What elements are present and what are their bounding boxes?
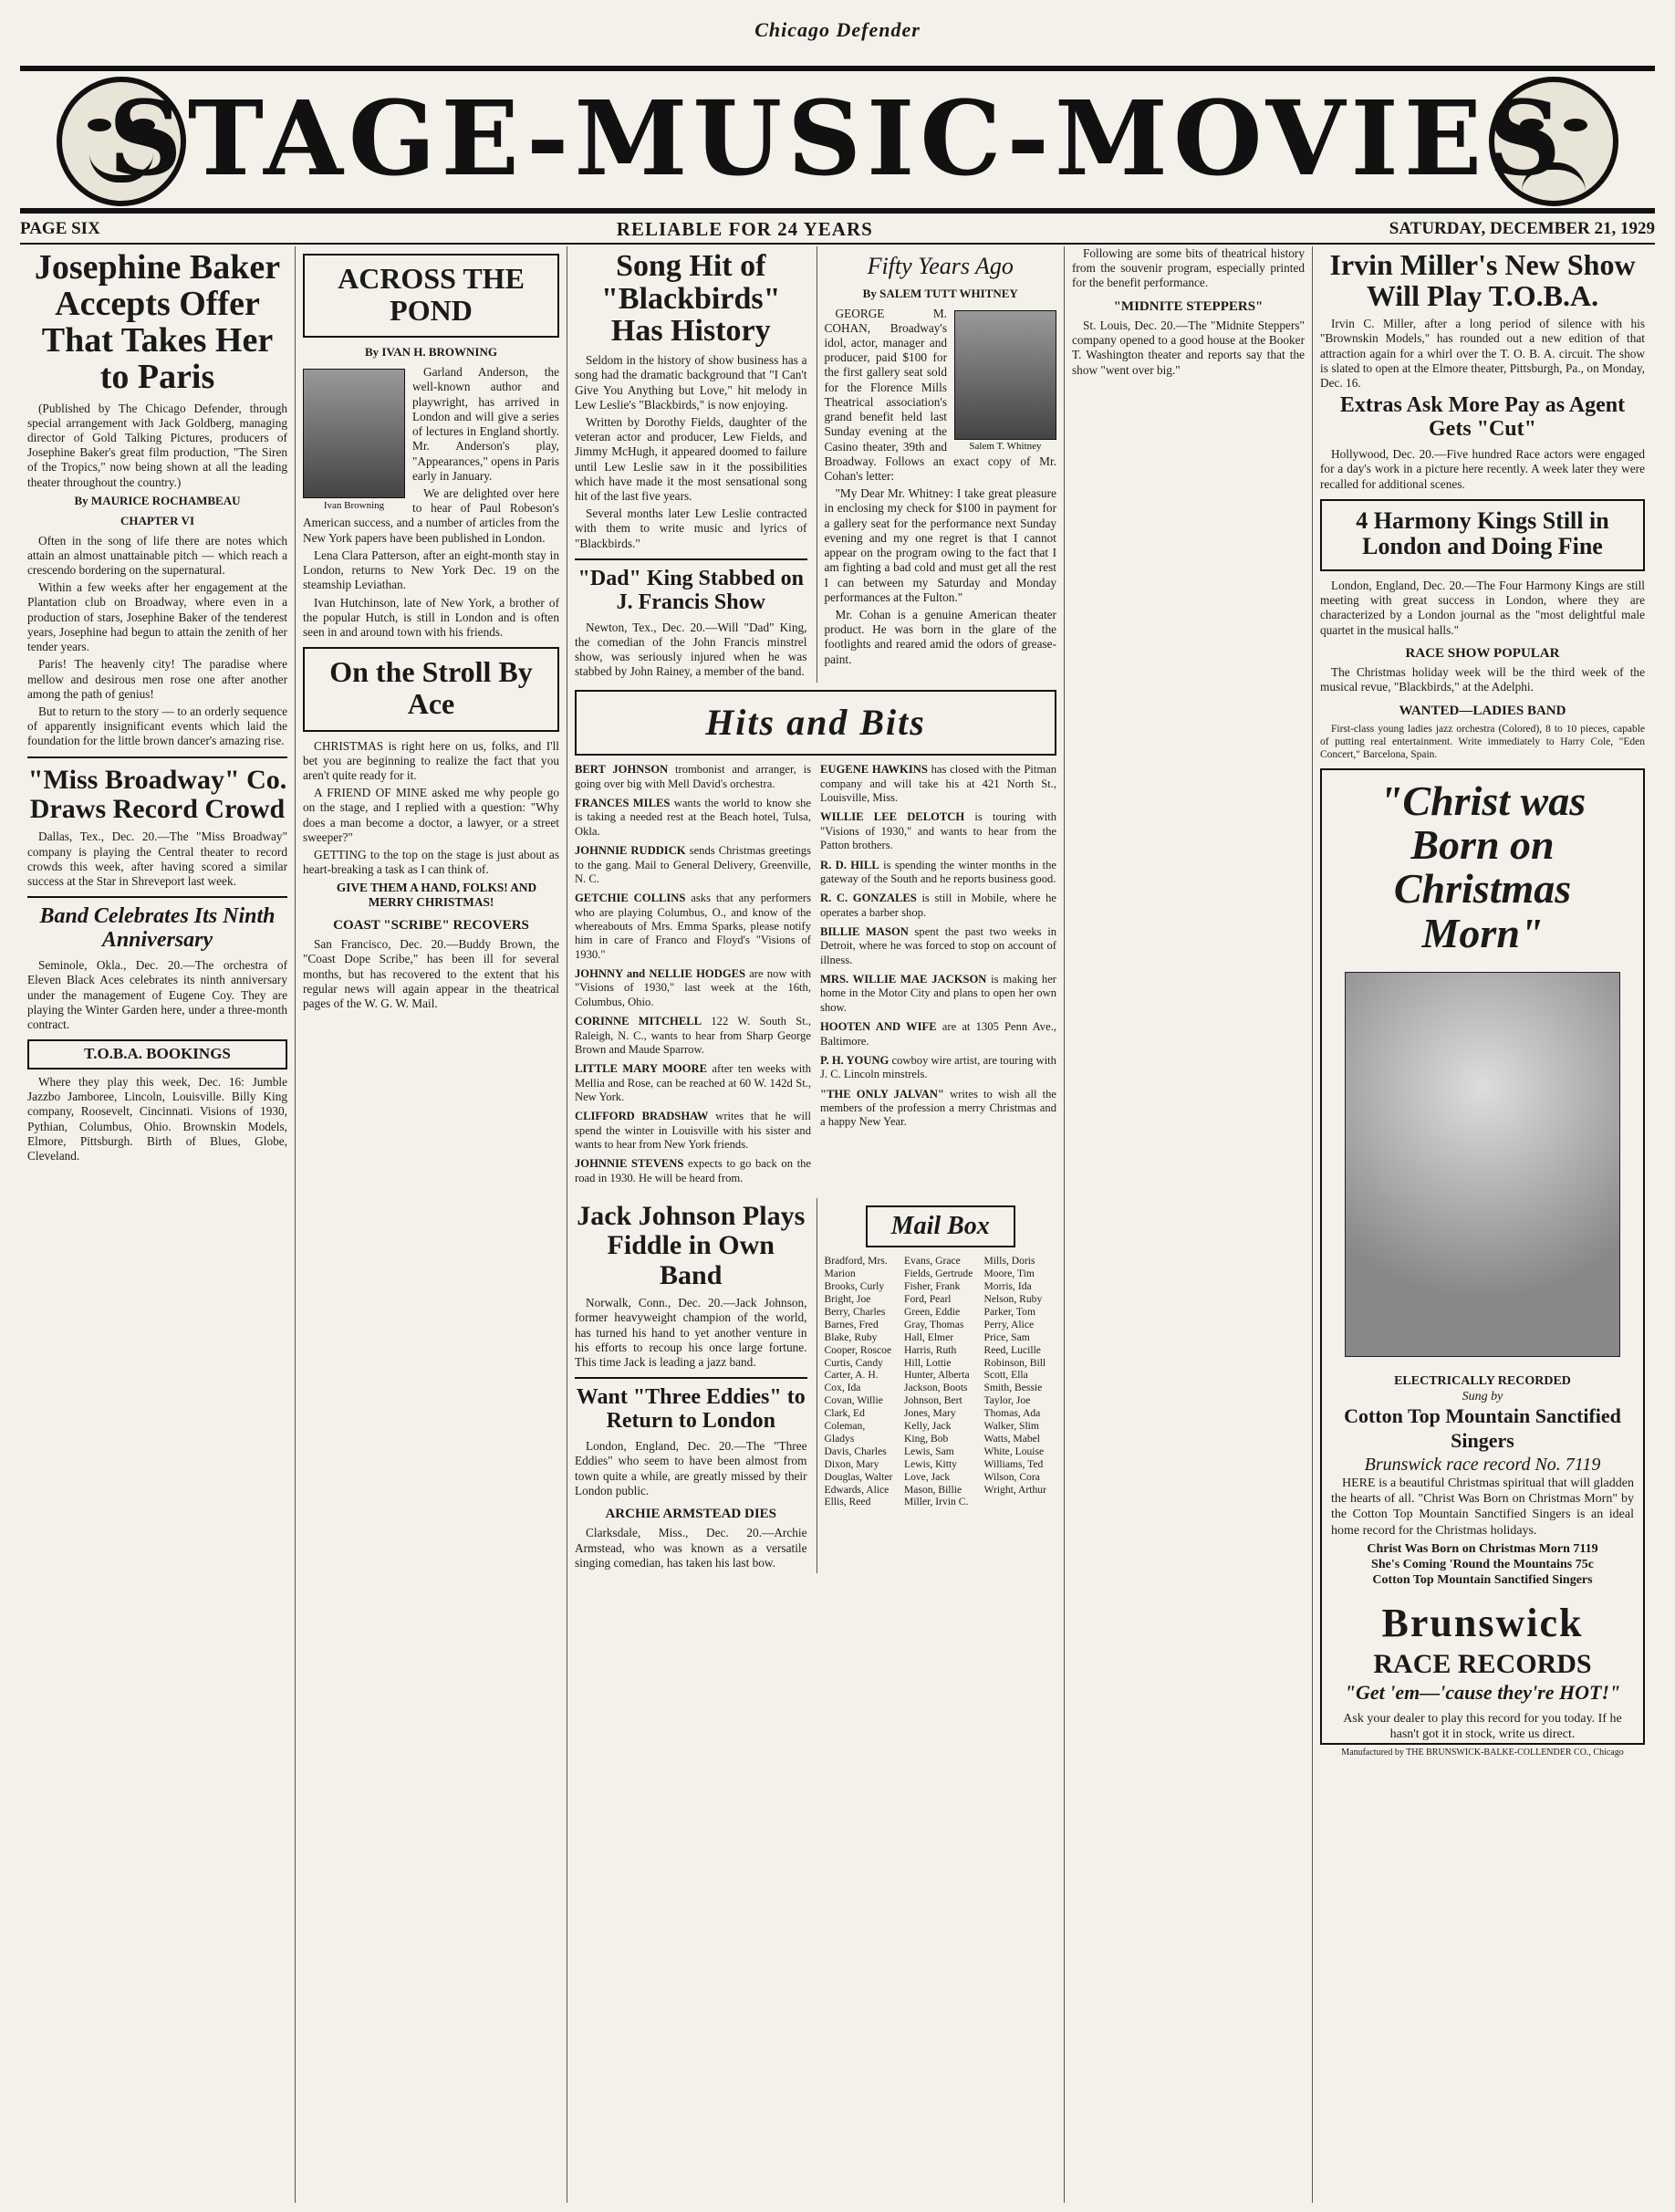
mail-name: Carter, A. H. [824,1369,879,1382]
hits-item [820,973,1056,1015]
mail-box-list [825,1255,1057,1508]
article-paragraph: "My Dear Mr. Whitney: I take great pleasure in enclosing my check for $100 in payment for a gallery seat for the performance next Sunday evening and my one regret is that I cannot appear on the program owing to the fact that I am fighting a bad cold and must get all the rest I can between my Saturday and Monday performances at the Fulton." [824,486,1056,604]
mail-name: Love, Jack [904,1470,951,1483]
mail-name: Smith, Bessie [983,1382,1043,1394]
mail-name: Bright, Joe [824,1292,871,1305]
article-paragraph: GETTING to the top on the stage is just about as heart-breaking a task as I can think of. [303,848,559,877]
mail-name: Dixon, Mary [824,1457,879,1470]
mail-name: Ellis, Reed [824,1496,871,1508]
mail-name: Cooper, Roscoe [824,1343,892,1356]
article-paragraph: A FRIEND OF MINE asked me why people go on the stage, and I replied with a question: "Why does a man become a doctor, a lawyer, or a street sweeper?" [303,786,559,844]
ad-sung-by: Sung by [1462,1390,1503,1404]
mail-name: White, Louise [983,1445,1045,1457]
mail-name: Taylor, Joe [983,1394,1031,1407]
mail-name: Fields, Gertrude [904,1268,973,1280]
photo-caption: Salem T. Whitney [969,441,1042,453]
article-paragraph: Where they play this week, Dec. 16: Jumble Jazzbo Jamboree, Lincoln, Louisville. Billy King company, Roosevelt, Cincinnati. Visions of 1930, Pythian, Columbus, Ohio. Brownskin Models, Elmore, Pittsburgh. Birth of Blues, Globe, Cleveland. [27,1074,287,1163]
article-paragraph: Garland Anderson, the well-known author and playwright, has arrived in London and will give a series of lectures in England shortly. Mr. Anderson's play, "Appearances," opens in Paris early in January. [412,365,559,483]
hits-item-text: are at 1305 Penn Ave., Baltimore. [820,1020,1056,1048]
mail-name: Scott, Ella [983,1369,1028,1382]
mail-name: Edwards, Alice [824,1483,890,1496]
mail-name: Fisher, Frank [904,1280,961,1293]
ad-singers: Cotton Top Mountain Sanctified Singers [1344,1404,1621,1453]
brunswick-ad [1320,768,1645,1758]
article-paragraph: St. Louis, Dec. 20.—The "Midnite Steppers" company opened to a good house at the Booker T. Washington theater and reports say that the show "went over big." [1072,318,1305,377]
article-paragraph: London, England, Dec. 20.—The Four Harmony Kings are still meeting with great success in London, where they are characterized by a London journal as the "most delightful male quartet in the musical halls." [1320,578,1645,637]
headline-fifty-years: Fifty Years Ago [867,253,1014,279]
hits-item [820,1088,1056,1130]
article-paragraph: Paris! The heavenly city! The paradise where mellow and desirous men rose one after another among the path of genius! [27,657,287,701]
article-paragraph: But to return to the story — to an orderly sequence of apparently insignificant events which laid the foundation for the little brown dancer's amazing rise. [27,704,287,748]
mail-name: Blake, Ruby [824,1330,878,1343]
mail-name: Price, Sam [983,1330,1030,1343]
hits-item-text: sends Christmas greetings to the gang. Mail to General Delivery, Greenville, N. C. [575,844,811,885]
ad-note: Ask your dealer to play this record for you today. If he hasn't got it in stock, write us direct. [1343,1711,1622,1741]
hits-item [575,892,811,962]
mail-name: Moore, Tim [983,1268,1035,1280]
mail-name: Barnes, Fred [824,1318,879,1330]
headline-irvin-miller: Irvin Miller's New Show Will Play T.O.B.A. [1329,248,1636,312]
hits-item-text: is making her home in the Motor City and plans to open her own show. [820,973,1056,1014]
hits-item-name: JOHNNIE RUDDICK [575,844,686,858]
hits-item-text: is spending the winter months in the gateway of the South and he reports business good. [820,858,1056,885]
mail-name: Hill, Lottie [904,1356,952,1369]
hits-item-text: has closed with the Pitman company and will take his at 421 North St., Louisville, Miss. [820,763,1056,805]
hits-item [820,810,1056,852]
ad-listing: She's Coming 'Round the Mountains 75c [1371,1557,1594,1571]
headline-miss-broadway: "Miss Broadway" Co. Draws Record Crowd [27,764,287,825]
mail-name: Brooks, Curly [824,1280,885,1293]
ad-race-records: RACE RECORDS [1373,1648,1592,1679]
mail-name: Jones, Mary [904,1407,956,1420]
hits-item-name: HOOTEN AND WIFE [820,1020,937,1034]
hits-item-text: after ten weeks with Mellia and Rose, can be reached at 60 W. 142d St., New York. [575,1062,811,1103]
mail-name: Green, Eddie [904,1305,961,1318]
article-paragraph: Clarksdale, Miss., Dec. 20.—Archie Armstead, who was known as a versatile singing comedian, has taken his last bow. [575,1526,807,1570]
article-paragraph: GEORGE M. COHAN, Broadway's idol, actor, manager and producer, paid $100 for the first gallery seat sold for the Florence Mills Theatrical association's grand benefit held last Sunday evening at the Casino theater, 39th and Broadway. Follows an exact copy of Mr. Cohan's letter: [824,306,1056,483]
chapter: CHAPTER VI [120,513,195,527]
mail-name: Johnson, Bert [904,1394,962,1407]
article-paragraph: We are delighted over here to hear of Paul Robeson's American success, and a number of articles from the New York papers have been published in London. [303,485,559,545]
article-paragraph: Norwalk, Conn., Dec. 20.—Jack Johnson, former heavyweight champion of the world, has turned his hand to yet another venture in his efforts to recoup his once large fortune. This time Jack is leading a jazz band. [575,1296,807,1370]
headline-midnite-steppers: "MIDNITE STEPPERS" [1113,298,1264,314]
ad-listing: Christ Was Born on Christmas Morn 7119 [1367,1541,1598,1556]
hits-item [575,1110,811,1152]
headline-scribe: COAST "SCRIBE" RECOVERS [333,917,529,933]
hits-item-name: "THE ONLY JALVAN" [820,1087,944,1101]
byline: By IVAN H. BROWNING [365,345,497,360]
hits-item-name: WILLIE LEE DELOTCH [820,810,965,824]
hits-item [820,925,1056,967]
mail-name: Gray, Thomas [904,1318,964,1330]
masthead [20,13,1655,259]
hits-item [820,763,1056,805]
hits-item-name: JOHNNY and NELLIE HODGES [575,967,746,981]
article-paragraph: Ivan Hutchinson, late of New York, a brother of the popular Hutch, is still in London and is often seen in and around town with his friends. [303,595,559,639]
hits-item-text: spent the past two weeks in Detroit, where he was forced to stop on account of illness. [820,924,1056,966]
mail-name: Harris, Ruth [904,1343,957,1356]
mail-name: Jackson, Boots [904,1382,968,1394]
mail-name: Evans, Grace [904,1255,961,1268]
madonna-illustration [1345,972,1620,1357]
mail-name: Clark, Ed [824,1407,865,1420]
headline-across-the-pond: ACROSS THE POND [303,254,559,338]
hits-item-text: expects to go back on the road in 1930. He will be heard from. [575,1157,811,1184]
mail-name: Walker, Slim [983,1420,1039,1433]
hits-item-text: writes to wish all the members of the profession a merry Christmas and a happy New Year. [820,1087,1057,1129]
mail-name: Lewis, Kitty [904,1457,957,1470]
mail-name: Covan, Willie [824,1394,883,1407]
mail-name: Wright, Arthur [983,1483,1046,1496]
headline-toba-bookings: T.O.B.A. BOOKINGS [27,1039,287,1069]
hits-item-name: CLIFFORD BRADSHAW [575,1110,709,1123]
hits-item-name: BERT JOHNSON [575,763,669,777]
headline-josephine-baker: Josephine Baker Accepts Offer That Takes Her to Paris [34,248,281,396]
ad-blurb: HERE is a beautiful Christmas spiritual that will gladden the hearts of all. "Christ Was Born on Christmas Morn" by the Cotton Top Mountain Sanctified Singers is an ideal home record for the Christmas holidays. [1331,1476,1634,1538]
hits-item-name: LITTLE MARY MOORE [575,1062,707,1076]
headline-harmony-kings: 4 Harmony Kings Still in London and Doing Fine [1320,499,1645,571]
hits-item-name: JOHNNIE STEVENS [575,1157,684,1171]
mail-name: Mills, Doris [983,1255,1035,1268]
mail-name: Curtis, Candy [824,1356,883,1369]
mail-name: Nelson, Ruby [983,1292,1043,1305]
hits-item-text: 122 W. South St., Raleigh, N. C., wants to hear from Sharp George Brown and Maude Sparrow. [575,1015,812,1056]
hits-item-text: is still in Mobile, where he operates a barber shop. [820,892,1056,919]
headline-on-the-stroll: On the Stroll By Ace [303,647,559,731]
section-title: STAGE-MUSIC-MOVIES [108,79,1567,199]
dateline [20,215,1655,245]
hits-item-name: P. H. YOUNG [820,1053,890,1067]
mail-name: Wilson, Cora [983,1470,1040,1483]
headline-dad-king: "Dad" King Stabbed on J. Francis Show [577,566,804,614]
mail-name: Miller, Irvin C. [904,1496,969,1508]
column-2 [296,246,567,2203]
hits-item-text: writes that he will spend the winter in Louisville with his sister and wants to hear from New York friends. [575,1110,811,1152]
mail-name: Ford, Pearl [904,1292,952,1305]
section-banner [20,66,1655,214]
hits-item-name: R. C. GONZALES [820,892,917,905]
hits-item-text: cowboy wire artist, are touring with J. C. Lincoln minstrels. [820,1053,1056,1081]
mail-name: King, Bob [904,1432,949,1445]
hits-item [575,763,811,791]
hits-and-bits-list [575,763,1056,1191]
article-paragraph: Dallas, Tex., Dec. 20.—The "Miss Broadway" company is playing the Central theater to record crowds this week, after having scored a similar success at the Star in Shreveport last week. [27,830,287,889]
article-paragraph: CHRISTMAS is right here on us, folks, and I'll bet you are beginning to realize the fact that you aren't quite ready for it. [303,738,559,782]
column-1 [20,246,296,2203]
mail-box-banner: Mail Box [866,1205,1015,1247]
photo-caption: Ivan Browning [323,499,385,511]
article-paragraph: Written by Dorothy Fields, daughter of the veteran actor and producer, Lew Fields, and Jimmy McHugh, it appeared doomed to failure until Lew Leslie saw in it the possibilities which have made it the most sensational song hit of the last five years. [575,414,807,504]
mail-name: Morris, Ida [983,1280,1032,1293]
hits-and-bits-banner: Hits and Bits [575,690,1056,756]
article-paragraph: Mr. Cohan is a genuine American theater product. He was born in the glare of the footlights and reared amid the odors of grease-paint. [824,607,1056,666]
headline-race-show: RACE SHOW POPULAR [1405,645,1560,661]
ad-elec: ELECTRICALLY RECORDED [1394,1374,1571,1389]
hits-item-name: CORINNE MITCHELL [575,1015,702,1028]
hits-item [575,1062,811,1104]
hits-item [820,1020,1056,1049]
headline-wanted: WANTED—LADIES BAND [1399,703,1566,718]
ad-listing: Cotton Top Mountain Sanctified Singers [1372,1572,1593,1587]
mail-name: Thomas, Ada [983,1407,1041,1420]
ad-maker: Manufactured by THE BRUNSWICK-BALKE-COLLENDER CO., Chicago [1341,1748,1624,1758]
hits-item [820,892,1056,920]
mail-name: Berry, Charles [824,1305,886,1318]
mail-name: Douglas, Walter [824,1470,893,1483]
article-intro: (Published by The Chicago Defender, through special arrangement with Jack Goldberg, managing director of Gold Talking Pictures, producers of Josephine Baker's great film production, "The Siren of the Tropics," now being shown at all the leading theater throughout the country.) [27,401,287,489]
mail-name: Watts, Mabel [983,1432,1041,1445]
headline-blackbirds: Song Hit of "Blackbirds" Has History [601,249,781,349]
hits-item-text: wants the world to know she is taking a needed rest at the Beach hotel, Tulsa, Okla. [575,797,812,838]
article-paragraph: Seldom in the history of show business has a song had the dramatic background that "I Can't Give You Anything but Love," hit melody in Lew Leslie's "Blackbirds," is now enjoying. [575,353,807,412]
hits-item [575,1157,811,1185]
mail-name: Kelly, Jack [904,1420,952,1433]
article-paragraph: San Francisco, Dec. 20.—Buddy Brown, the "Coast Dope Scribe," has been ill for several months, but has recovered to the extent that his regular news will again appear in the theatrical pages of the W. G. W. Mail. [303,937,559,1011]
ad-title: "Christ was Born on Christmas Morn" [1378,777,1587,956]
mail-name: Bradford, Mrs. Marion [824,1255,888,1280]
byline: By MAURICE ROCHAMBEAU [74,493,241,507]
hits-item [820,1054,1056,1082]
mail-name: Coleman, Gladys [824,1420,866,1445]
column-3 [567,246,1065,2203]
mail-name: Williams, Ted [983,1457,1044,1470]
hits-left-column [575,763,811,1191]
article-paragraph: Often in the song of life there are notes which attain an almost unattainable pitch — which reach a crescendo bordering on the supernatural. [27,533,287,578]
article-paragraph: Within a few weeks after her engagement at the Plantation club on Broadway, where even in a production of stars, Josephine Baker of the tenderest years, Josephine had begun to attain the zenith of her tender years. [27,580,287,654]
mail-name: Cox, Ida [824,1382,861,1394]
issue-date: SATURDAY, DECEMBER 21, 1929 [1389,219,1655,238]
article-paragraph: Several months later Lew Leslie contracted with them to write music and lyrics of "Blackbirds." [575,506,807,550]
mail-name: Reed, Lucille [983,1343,1041,1356]
hits-item [820,859,1056,887]
hits-item-text: trombonist and arranger, is going over big with Mell David's orchestra. [575,763,811,790]
hits-item-name: R. D. HILL [820,858,879,871]
article-paragraph: Newton, Tex., Dec. 20.—Will "Dad" King, the comedian of the John Francis minstrel show, was seriously injured when he was stabbed by John Rainey, a member of the band. [575,620,807,679]
portrait-photo [954,310,1056,453]
hits-item-name: BILLIE MASON [820,924,909,938]
article-paragraph: GIVE THEM A HAND, FOLKS! AND MERRY CHRISTMAS! [336,880,537,909]
mail-name: Mason, Billie [904,1483,962,1496]
article-paragraph: Lena Clara Patterson, after an eight-month stay in London, returns to New York Dec. 19 on the steamship Leviathan. [303,548,559,592]
hits-item [575,844,811,886]
mail-name: Hall, Elmer [904,1330,954,1343]
headline-jack-johnson: Jack Johnson Plays Fiddle in Own Band [577,1201,806,1290]
portrait-photo [303,369,405,511]
mail-name: Parker, Tom [983,1305,1035,1318]
article-paragraph: Seminole, Okla., Dec. 20.—The orchestra of Eleven Black Aces celebrates its ninth anniversary under the management of Eugene Coy. They are playing the Winter Garden here, under a three-month contract. [27,958,287,1031]
hits-item-name: EUGENE HAWKINS [820,763,928,777]
column-6 [1313,246,1652,2203]
article-paragraph: London, England, Dec. 20.—The "Three Eddies" who seem to have been almost from town quite a while, are greatly missed by their London public. [575,1439,807,1497]
hits-item [575,797,811,839]
hits-item-text: is touring with "Visions of 1930," and wants to hear from the Patton brothers. [820,810,1057,852]
headline-extras: Extras Ask More Pay as Agent Gets "Cut" [1339,393,1626,442]
article-paragraph: First-class young ladies jazz orchestra (Colored), 8 to 10 pieces, capable of putting real entertainment. Write immediately to Harry Cole, "Eden Concert," Barcelona, Spain. [1320,723,1645,760]
hits-item-text: asks that any performers who are playing Columbus, O., and know of the whereabouts of Mrs. Emma Sparks, please notify him in care of Franco and Floyd's "Visions of 1930." [575,892,811,961]
byline: By SALEM TUTT WHITNEY [862,286,1018,300]
article-paragraph: The Christmas holiday week will be the third week of the musical revue, "Blackbirds," at the Adelphi. [1320,665,1645,694]
hits-item-name: GETCHIE COLLINS [575,892,686,905]
columns [20,246,1655,2203]
mail-name: Davis, Charles [824,1445,887,1457]
mail-name: Lewis, Sam [904,1445,954,1457]
mail-name: Hunter, Alberta [904,1369,970,1382]
hits-item-text: are now with "Visions of 1930," last week at the 16th, Columbus, Ohio. [575,967,812,1008]
column-5 [1065,246,1313,2203]
headline-band: Band Celebrates Its Ninth Anniversary [39,904,276,953]
brunswick-logo: Brunswick [1381,1600,1584,1645]
tagline: RELIABLE FOR 24 YEARS [616,217,873,240]
hits-item [575,967,811,1009]
hits-item-name: MRS. WILLIE MAE JACKSON [820,973,987,986]
hits-item [575,1015,811,1057]
article-paragraph: Irvin C. Miller, after a long period of silence with his "Brownskin Models," has rounded out a new edition of that attraction again for a whirl over the T. O. B. A. circuit. The show is slated to open at the Elmore theater, Pittsburgh, Pa., on Monday, Dec. 16. [1320,317,1645,391]
brand-logo: Chicago Defender [754,18,921,41]
hits-item-name: FRANCES MILES [575,797,671,810]
ad-slogan: "Get 'em—'cause they're HOT!" [1344,1681,1621,1705]
page-number: PAGE SIX [20,219,100,238]
ad-record: Brunswick race record No. 7119 [1364,1454,1601,1475]
hits-right-column [820,763,1056,1191]
headline-archie: ARCHIE ARMSTEAD DIES [605,1507,777,1522]
mail-name: Robinson, Bill [983,1356,1046,1369]
article-paragraph: Hollywood, Dec. 20.—Five hundred Race actors were engaged for a day's work in a picture here recently. A week later they were recalled for additional scenes. [1320,447,1645,491]
mail-name: Perry, Alice [983,1318,1035,1330]
article-paragraph: Following are some bits of theatrical history from the souvenir program, especially printed for the benefit performance. [1072,246,1305,290]
headline-three-eddies: Want "Three Eddies" to Return to London [576,1385,806,1434]
